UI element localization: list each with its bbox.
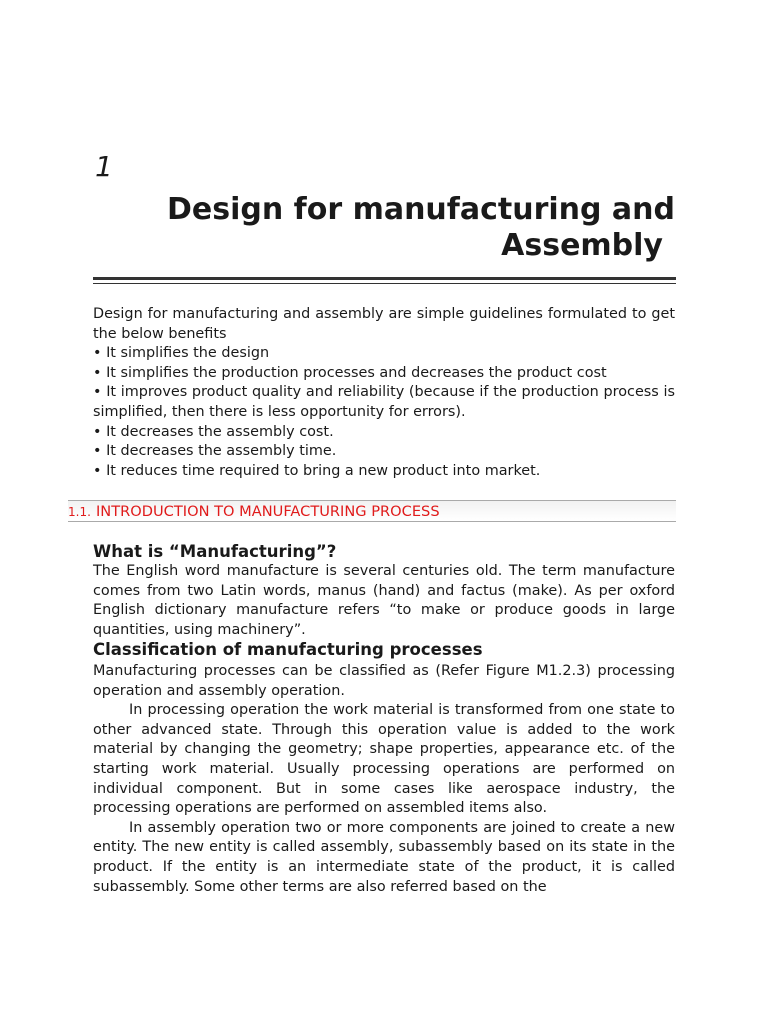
classification-paragraph-2: In processing operation the work material is transformed from one state to other advanced state. Through this operation value is added to the work material by changing the geometry; shape properties, appearance etc. of the starting work material. Usually processing operations are performed on individual component. But in some cases like aerospace industry, the processing operations are performed on assembled items also. [93, 702, 675, 817]
intro-bullet: • It decreases the assembly time. [93, 443, 337, 460]
classification-section [93, 662, 675, 897]
chapter-title-line-1: Design for manufacturing and [167, 192, 675, 227]
section-title: INTRODUCTION TO MANUFACTURING PROCESS [96, 503, 440, 520]
classification-paragraph-1: Manufacturing processes can be classified as (Refer Figure M1.2.3) processing operation and assembly operation. [93, 663, 675, 699]
section-heading [68, 500, 676, 522]
classification-paragraph-3: In assembly operation two or more components are joined to create a new entity. The new entity is called assembly, subassembly based on its state in the product. If the entity is an intermediate state of the product, it is called subassembly. Some other terms are also referred based on the [93, 819, 675, 895]
chapter-title [93, 192, 675, 264]
intro-bullet: • It decreases the assembly cost. [93, 423, 334, 440]
chapter-title-line-2: Assembly [501, 228, 663, 263]
chapter-number: 1 [95, 150, 113, 183]
intro-bullet: • It simplifies the production processes and decreases the product cost [93, 364, 607, 381]
section-number: 1.1. [68, 505, 91, 519]
intro-lead: Design for manufacturing and assembly are simple guidelines formulated to get the below benefits [93, 306, 675, 342]
what-is-paragraph: The English word manufacture is several centuries old. The term manufacture comes from two Latin words, manus (hand) and factus (make). As per oxford English dictionary manufacture refers “to make or produce goods in large quantities, using machinery”. [93, 563, 675, 638]
what-is-section [93, 562, 675, 640]
intro-bullet: • It simplifies the design [93, 345, 270, 362]
title-divider [93, 277, 676, 284]
intro-bullet: • It improves product quality and reliability (because if the production process is simplified, then there is less opportunity for errors). [93, 384, 675, 420]
classification-heading: Classification of manufacturing processes [93, 640, 483, 659]
what-is-heading: What is “Manufacturing”? [93, 542, 337, 561]
intro-bullet: • It reduces time required to bring a new product into market. [93, 462, 541, 479]
intro-section [93, 305, 675, 481]
